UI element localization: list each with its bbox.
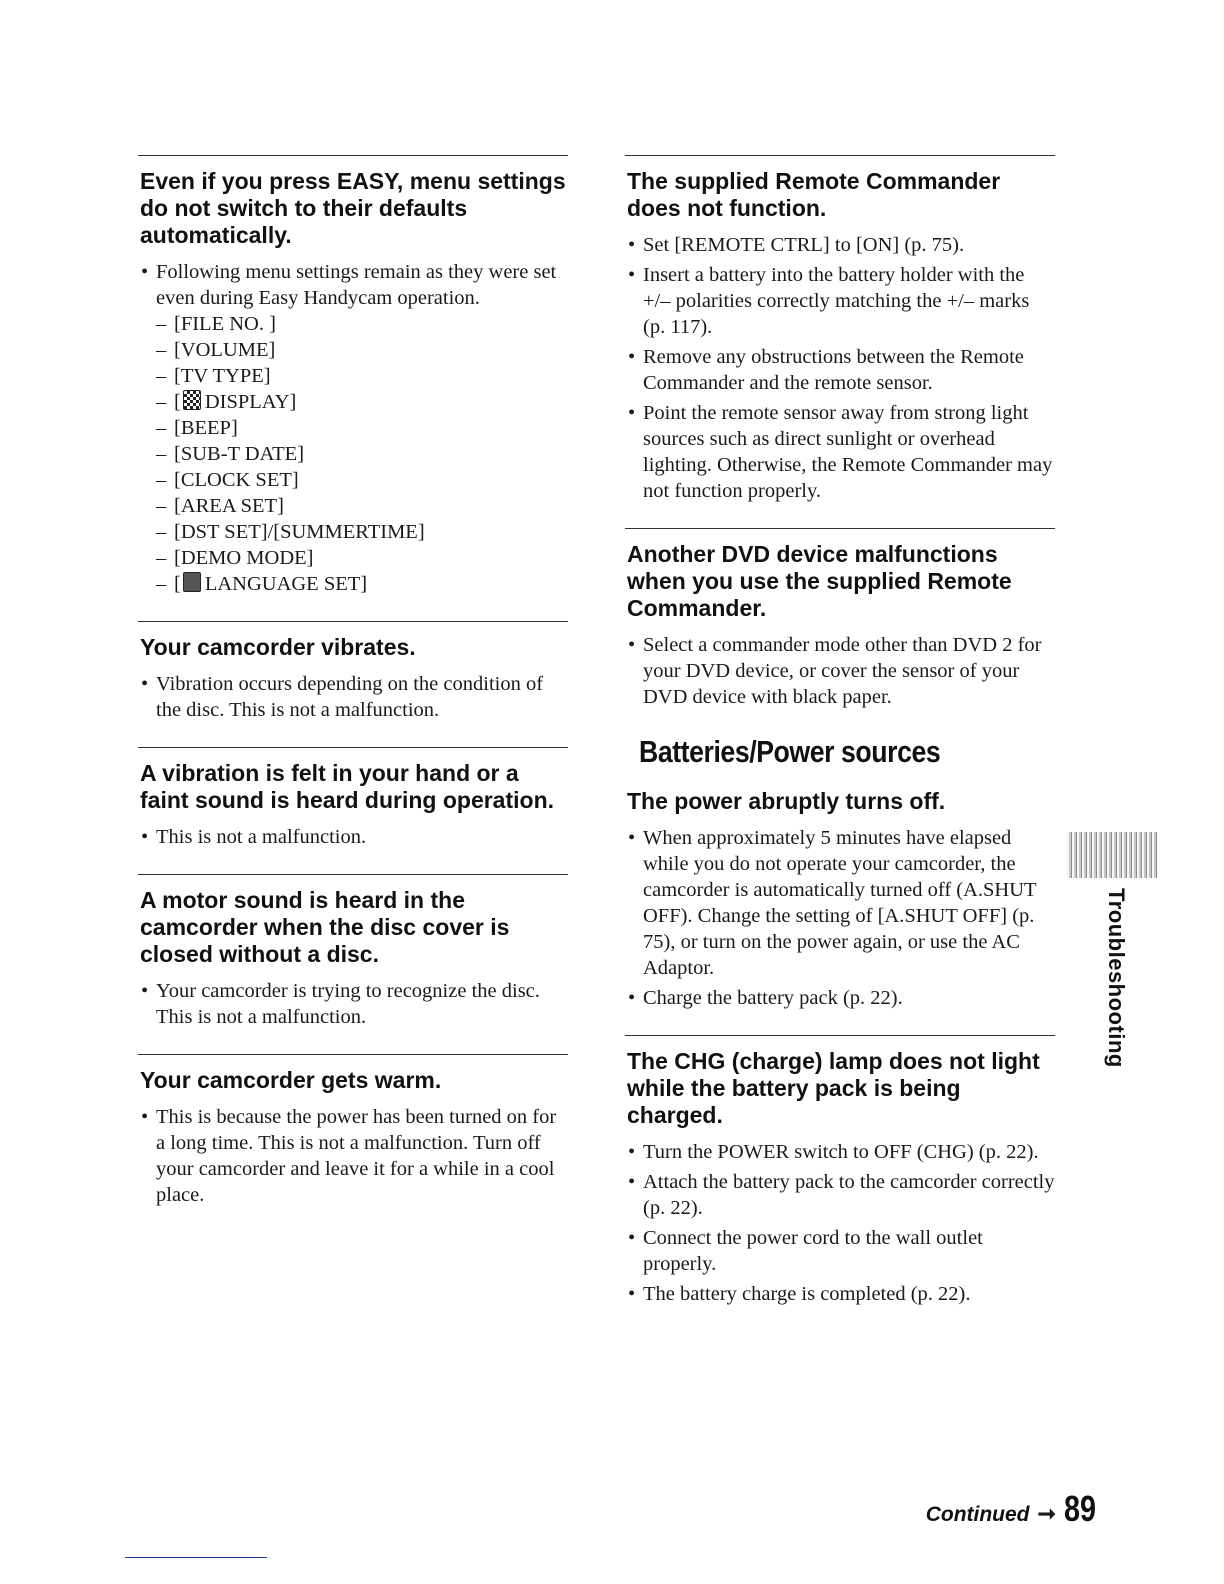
bullet-list (138, 824, 568, 850)
section-power-off (625, 788, 1055, 1011)
section-rule (138, 1054, 568, 1055)
section-dvd-device (625, 528, 1055, 710)
bullet-item: • Select a commander mode other than DVD 2 for your DVD device, or cover the sensor of your DVD device with black paper. (625, 632, 1055, 710)
chapter-tab-label: Troubleshooting (1104, 888, 1129, 1068)
bullet-item: • Turn the POWER switch to OFF (CHG) (p. 22). (625, 1139, 1055, 1165)
bullet-item: • Charge the battery pack (p. 22). (625, 985, 1055, 1011)
menu-setting-item: – [FILE NO. ] (156, 313, 276, 335)
section-title: The power abruptly turns off. (627, 788, 946, 814)
section-title: The supplied Remote Commander does not function. (627, 168, 1001, 221)
section-rule (625, 155, 1055, 156)
bottom-divider (125, 1557, 267, 1558)
page-footer (926, 1488, 1104, 1530)
section-title: Even if you press EASY, menu settings do not switch to their defaults automatically. (140, 168, 566, 248)
bullet-item: • The battery charge is completed (p. 22). (625, 1281, 1055, 1307)
section-title: Another DVD device malfunctions when you use the supplied Remote Commander. (627, 541, 1012, 621)
right-column (625, 155, 1055, 1331)
continued-label: Continued (925, 1503, 1030, 1526)
section-title: The CHG (charge) lamp does not light while the battery pack is being charged. (627, 1048, 1040, 1128)
menu-setting-item: – [CLOCK SET] (156, 469, 299, 491)
bullet-item: • Point the remote sensor away from strong light sources such as direct sunlight or overhead lighting. Otherwise, the Remote Commander may not function properly. (625, 400, 1055, 504)
menu-setting-item: – [DST SET]/[SUMMERTIME] (156, 521, 425, 543)
section-title: A vibration is felt in your hand or a faint sound is heard during operation. (140, 760, 555, 813)
menu-setting-item: – [DEMO MODE] (156, 547, 314, 569)
menu-setting-item: – [VOLUME] (156, 339, 276, 361)
menu-setting-item: – [AREA SET] (156, 495, 284, 517)
chapter-side-tab (1067, 832, 1159, 1068)
bullet-item: • Attach the battery pack to the camcorder correctly (p. 22). (625, 1169, 1055, 1221)
section-rule (625, 528, 1055, 529)
bullet-list (625, 632, 1055, 710)
display-setup-icon (183, 390, 201, 410)
bullet-item: • Vibration occurs depending on the condition of the disc. This is not a malfunction. (138, 671, 568, 723)
section-title: Your camcorder gets warm. (140, 1067, 442, 1093)
bullet-item: • This is because the power has been turned on for a long time. This is not a malfunction. Turn off your camcorder and leave it for a while in a cool place. (138, 1104, 568, 1208)
bullet-item: • When approximately 5 minutes have elapsed while you do not operate your camcorder, the camcorder is automatically turned off (A.SHUT OFF). Change the setting of [A.SHUT OFF] (p. 75), or turn on the power again, or use the AC Adaptor. (625, 825, 1055, 981)
bullet-list (138, 671, 568, 723)
left-column (138, 155, 568, 1232)
bullet-list (625, 825, 1055, 1011)
section-warm (138, 1054, 568, 1208)
section-rule (138, 621, 568, 622)
section-vibration-felt (138, 747, 568, 850)
page-number: 89 (1063, 1488, 1096, 1529)
bullet-list (138, 978, 568, 1030)
continued-arrow-icon: ➞ (1037, 1501, 1056, 1526)
section-easy-menu (138, 155, 568, 597)
section-title: Your camcorder vibrates. (140, 634, 416, 660)
bullet-text: Following menu settings remain as they were set even during Easy Handycam operation. (156, 261, 557, 309)
bullet-list (625, 1139, 1055, 1307)
menu-setting-item: – [BEEP] (156, 417, 238, 439)
section-title: A motor sound is heard in the camcorder when the disc cover is closed without a disc. (140, 887, 510, 967)
chapter-tab-block (1067, 832, 1159, 878)
section-remote-commander (625, 155, 1055, 504)
menu-setting-item: – [ LANGUAGE SET] (156, 573, 368, 595)
bullet-item: • Set [REMOTE CTRL] to [ON] (p. 75). (625, 232, 1055, 258)
section-rule (138, 747, 568, 748)
bullet-list (138, 259, 568, 597)
language-icon (183, 572, 201, 592)
section-rule (138, 874, 568, 875)
section-rule (625, 1035, 1055, 1036)
category-heading: Batteries/Power sources (639, 734, 941, 769)
bullet-item: • Connect the power cord to the wall outlet properly. (625, 1225, 1055, 1277)
bullet-item: • Your camcorder is trying to recognize the disc. This is not a malfunction. (138, 978, 568, 1030)
bullet-item: • Remove any obstructions between the Remote Commander and the remote sensor. (625, 344, 1055, 396)
bullet-item: • This is not a malfunction. (138, 824, 568, 850)
section-chg-lamp (625, 1035, 1055, 1307)
section-vibrates (138, 621, 568, 723)
section-motor-sound (138, 874, 568, 1030)
section-rule (138, 155, 568, 156)
bullet-list (625, 232, 1055, 504)
bullet-list (138, 1104, 568, 1208)
bullet-item (138, 259, 568, 597)
menu-settings-list (156, 311, 568, 597)
menu-setting-item: – [SUB-T DATE] (156, 443, 305, 465)
bullet-item: • Insert a battery into the battery holder with the +/– polarities correctly matching the +/– marks (p. 117). (625, 262, 1055, 340)
menu-setting-item: – [ DISPLAY] (156, 391, 297, 413)
menu-setting-item: – [TV TYPE] (156, 365, 271, 387)
